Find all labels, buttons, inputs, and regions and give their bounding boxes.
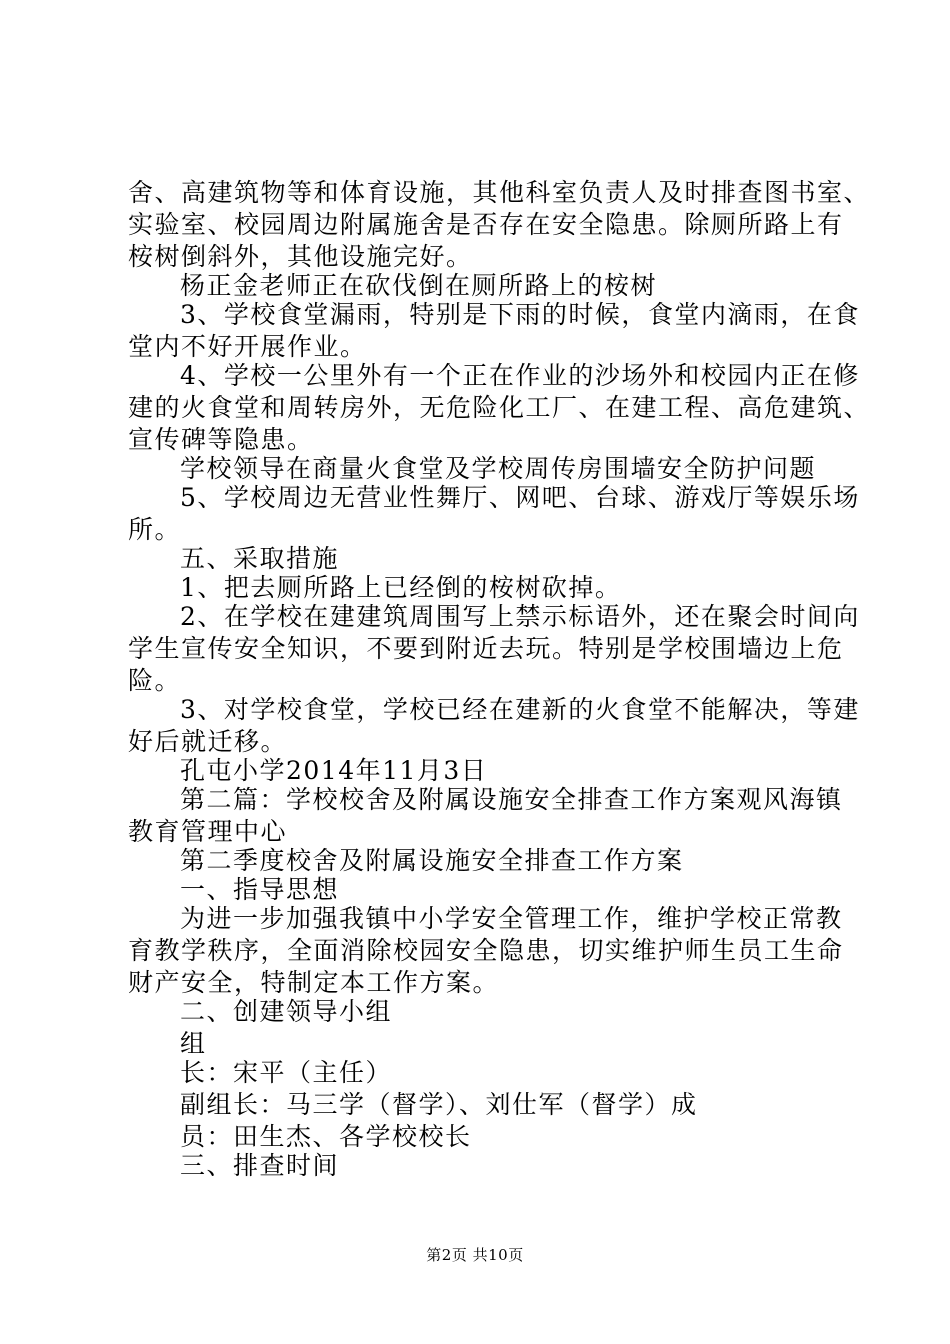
section-heading: 五、采取措施 bbox=[180, 544, 340, 573]
text-line: 建的火食堂和周转房外，无危险化工厂、在建工程、高危建筑、 bbox=[128, 393, 871, 422]
text-line: 桉树倒斜外，其他设施完好。 bbox=[128, 242, 473, 271]
page-footer: 第2页 共10页 bbox=[426, 1246, 524, 1264]
section-heading: 一、指导思想 bbox=[180, 875, 340, 904]
text-line: 育教学秩序，全面消除校园安全隐患，切实维护师生员工生命 bbox=[128, 936, 844, 965]
text-line: 3、对学校食堂，学校已经在建新的火食堂不能解决，等建 bbox=[180, 695, 860, 724]
chapter-title-cont: 教育管理中心 bbox=[128, 817, 288, 846]
text-line: 宣传碑等隐患。 bbox=[128, 425, 314, 454]
text-line: 实验室、校园周边附属施舍是否存在安全隐患。除厕所路上有 bbox=[128, 210, 844, 239]
text-line: 组 bbox=[180, 1029, 207, 1058]
text-line: 长：宋平（主任） bbox=[180, 1058, 393, 1087]
text-line: 3、学校食堂漏雨，特别是下雨的时候，食堂内滴雨，在食 bbox=[180, 300, 860, 329]
text-line: 所。 bbox=[128, 515, 182, 544]
chapter-title: 第二篇：学校校舍及附属设施安全排查工作方案观风海镇 bbox=[180, 785, 843, 814]
text-line: 4、学校一公里外有一个正在作业的沙场外和校园内正在修 bbox=[180, 361, 860, 390]
text-line: 学校领导在商量火食堂及学校周传房围墙安全防护问题 bbox=[180, 454, 817, 483]
text-line: 2、在学校在建建筑周围写上禁示标语外，还在聚会时间向 bbox=[180, 602, 860, 631]
text-line: 员：田生杰、各学校校长 bbox=[180, 1122, 472, 1151]
section-heading: 三、排查时间 bbox=[180, 1151, 340, 1180]
text-line: 1、把去厕所路上已经倒的桉树砍掉。 bbox=[180, 573, 622, 602]
text-line: 堂内不好开展作业。 bbox=[128, 332, 367, 361]
text-line: 好后就迁移。 bbox=[128, 727, 288, 756]
section-heading: 二、创建领导小组 bbox=[180, 997, 393, 1026]
text-line: 学生宣传安全知识，不要到附近去玩。特别是学校围墙边上危 bbox=[128, 634, 844, 663]
text-line: 5、学校周边无营业性舞厅、网吧、台球、游戏厅等娱乐场 bbox=[180, 483, 860, 512]
text-line: 舍、高建筑物等和体育设施，其他科室负责人及时排查图书室、 bbox=[128, 178, 871, 207]
signature-date: 孔屯小学2014年11月3日 bbox=[180, 756, 488, 785]
text-line: 财产安全，特制定本工作方案。 bbox=[128, 968, 500, 997]
text-line: 杨正金老师正在砍伐倒在厕所路上的桉树 bbox=[180, 271, 658, 300]
text-line: 险。 bbox=[128, 666, 182, 695]
text-line: 副组长：马三学（督学）、刘仕军（督学）成 bbox=[180, 1090, 698, 1119]
document-title: 第二季度校舍及附属设施安全排查工作方案 bbox=[180, 846, 684, 875]
text-line: 为进一步加强我镇中小学安全管理工作，维护学校正常教 bbox=[180, 904, 843, 933]
